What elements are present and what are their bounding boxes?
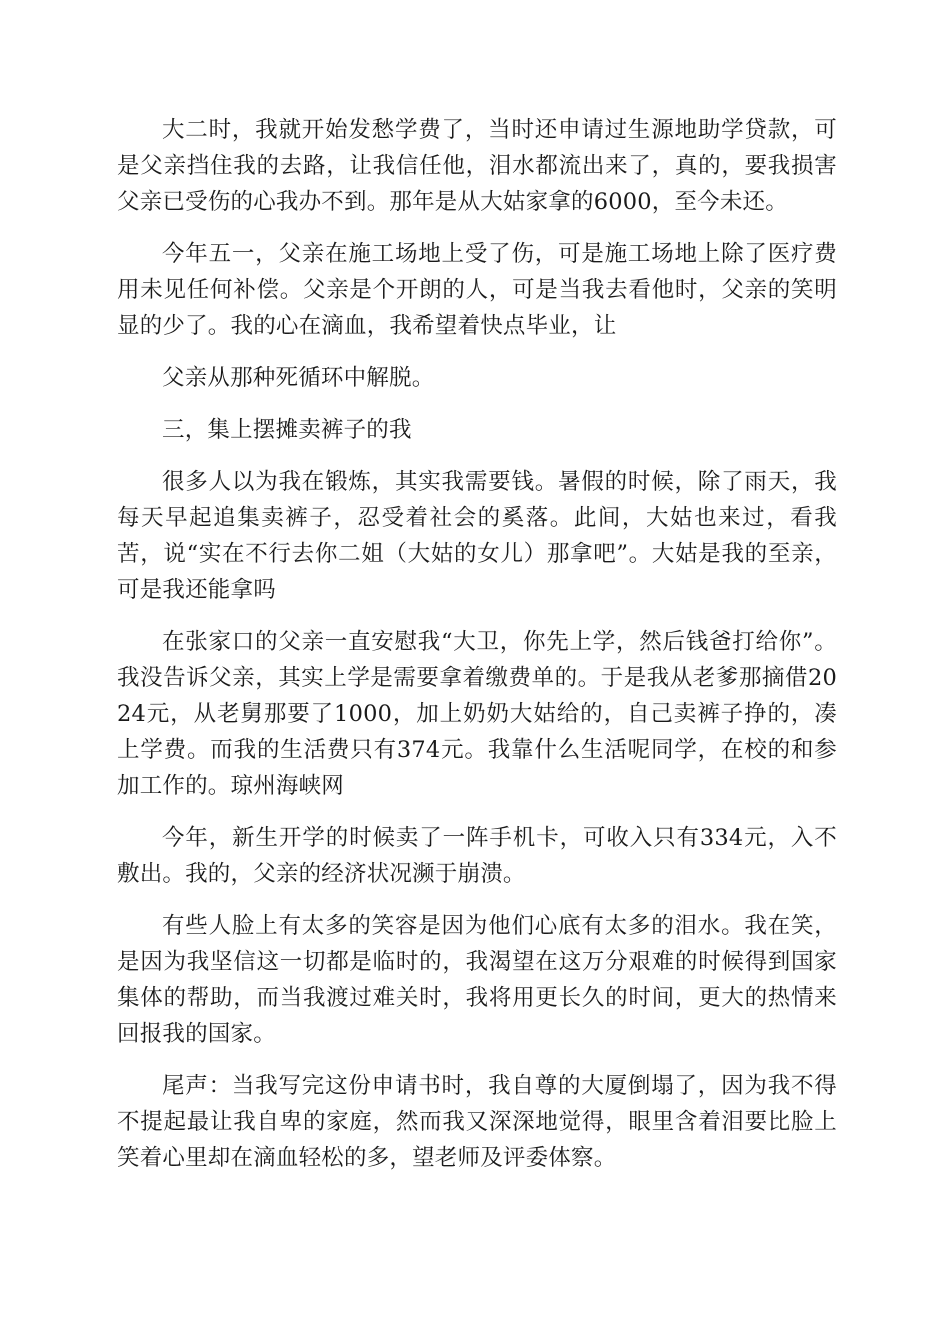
paragraph-father-comfort: 在张家口的父亲一直安慰我“大卫，你先上学，然后钱爸打给你”。我没告诉父亲，其实上学是需要拿着缴费单的。于是我从老爹那摘借2024元，从老舅那要了1000，加上奶奶大姑给的，自己卖裤子挣的，凑上学费。而我的生活费只有374元。我靠什么生活呢同学，在校的和参加工作的。琼州海峡网	[117, 629, 837, 799]
paragraph-father-release: 父亲从那种死循环中解脱。	[162, 365, 435, 391]
document-body	[117, 112, 837, 1192]
paragraph-smiles-tears: 有些人脸上有太多的笑容是因为他们心底有太多的泪水。我在笑，是因为我坚信这一切都是临时的，我渴望在这万分艰难的时候得到国家集体的帮助，而当我渡过难关时，我将用更长久的时间，更大的热情来回报我的国家。	[117, 913, 837, 1047]
paragraph-epilogue: 尾声：当我写完这份申请书时，我自尊的大厦倒塌了，因为我不得不提起最让我自卑的家庭，然而我又深深地觉得，眼里含着泪要比脸上笑着心里却在滴血轻松的多，望老师及评委体察。	[117, 1073, 837, 1171]
paragraph-phone-cards: 今年，新生开学的时候卖了一阵手机卡，可收入只有334元，入不敷出。我的，父亲的经济状况濒于崩溃。	[117, 825, 837, 887]
paragraph-father-injury: 今年五一，父亲在施工场地上受了伤，可是施工场地上除了医疗费用未见任何补偿。父亲是个开朗的人，可是当我去看他时，父亲的笑明显的少了。我的心在滴血，我希望着快点毕业，让	[117, 241, 837, 339]
paragraph-tuition-worry: 大二时，我就开始发愁学费了，当时还申请过生源地助学贷款，可是父亲挡住我的去路，让我信任他，泪水都流出来了，真的，要我损害父亲已受伤的心我办不到。那年是从大姑家拿的6000，至今未还。	[117, 117, 837, 215]
paragraph-selling-pants: 很多人以为我在锻炼，其实我需要钱。暑假的时候，除了雨天，我每天早起追集卖裤子，忍受着社会的奚落。此间，大姑也来过，看我苦，说“实在不行去你二姐（大姑的女儿）那拿吧”。大姑是我的至亲，可是我还能拿吗	[117, 469, 837, 603]
section-heading-selling-pants: 三，集上摆摊卖裤子的我	[162, 417, 412, 443]
